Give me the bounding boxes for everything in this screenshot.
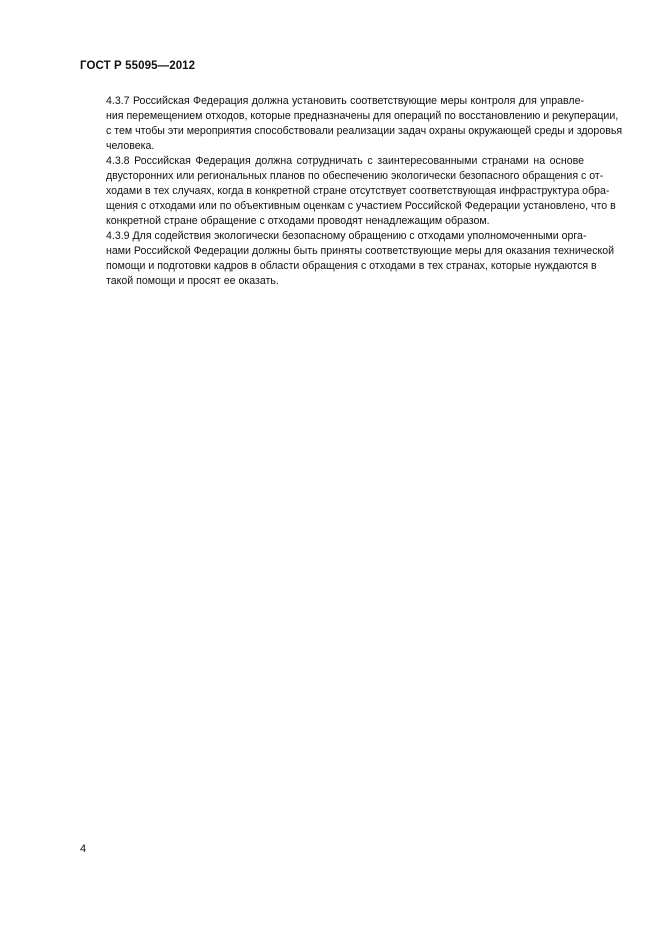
paragraph-line: ния перемещением отходов, которые предназначены для операций по восстановлению и рекуперации,	[106, 110, 619, 122]
paragraph-4-3-9	[80, 229, 615, 289]
paragraph-line: щения с отходами или по объективным оценкам с участием Российской Федерации установлено, что в	[106, 200, 616, 212]
paragraph-line: 4.3.7 Российская Федерация должна установить соответствующие меры контроля для управле-	[106, 95, 584, 107]
paragraph-4-3-7	[80, 94, 623, 154]
paragraph-line: конкретной стране обращение с отходами проводят ненадлежащим образом.	[106, 215, 490, 227]
paragraph-line: такой помощи и просят ее оказать.	[106, 275, 279, 287]
page-number: 4	[80, 843, 87, 855]
paragraph-line: ходами в тех случаях, когда в конкретной стране отсутствует соответствующая инфраструктура обра-	[106, 185, 610, 197]
paragraph-line: с тем чтобы эти мероприятия способствовали реализации задач охраны окружающей среды и здоровья	[106, 125, 623, 137]
paragraph-4-3-8	[80, 154, 616, 229]
paragraph-line: 4.3.8 Российская Федерация должна сотрудничать с заинтересованными странами на основе	[106, 155, 584, 167]
paragraph-line: нами Российской Федерации должны быть приняты соответствующие меры для оказания технической	[106, 245, 615, 257]
paragraph-line: 4.3.9 Для содействия экологически безопасному обращению с отходами уполномоченными орга-	[106, 230, 587, 242]
paragraph-line: двусторонних или региональных планов по обеспечению экологически безопасного обращения с от-	[106, 170, 604, 182]
paragraph-line: помощи и подготовки кадров в области обращения с отходами в тех странах, которые нуждаются в	[106, 260, 597, 272]
document-header-code: ГОСТ Р 55095—2012	[80, 60, 196, 72]
document-body	[80, 94, 623, 289]
paragraph-line: человека.	[106, 140, 155, 152]
